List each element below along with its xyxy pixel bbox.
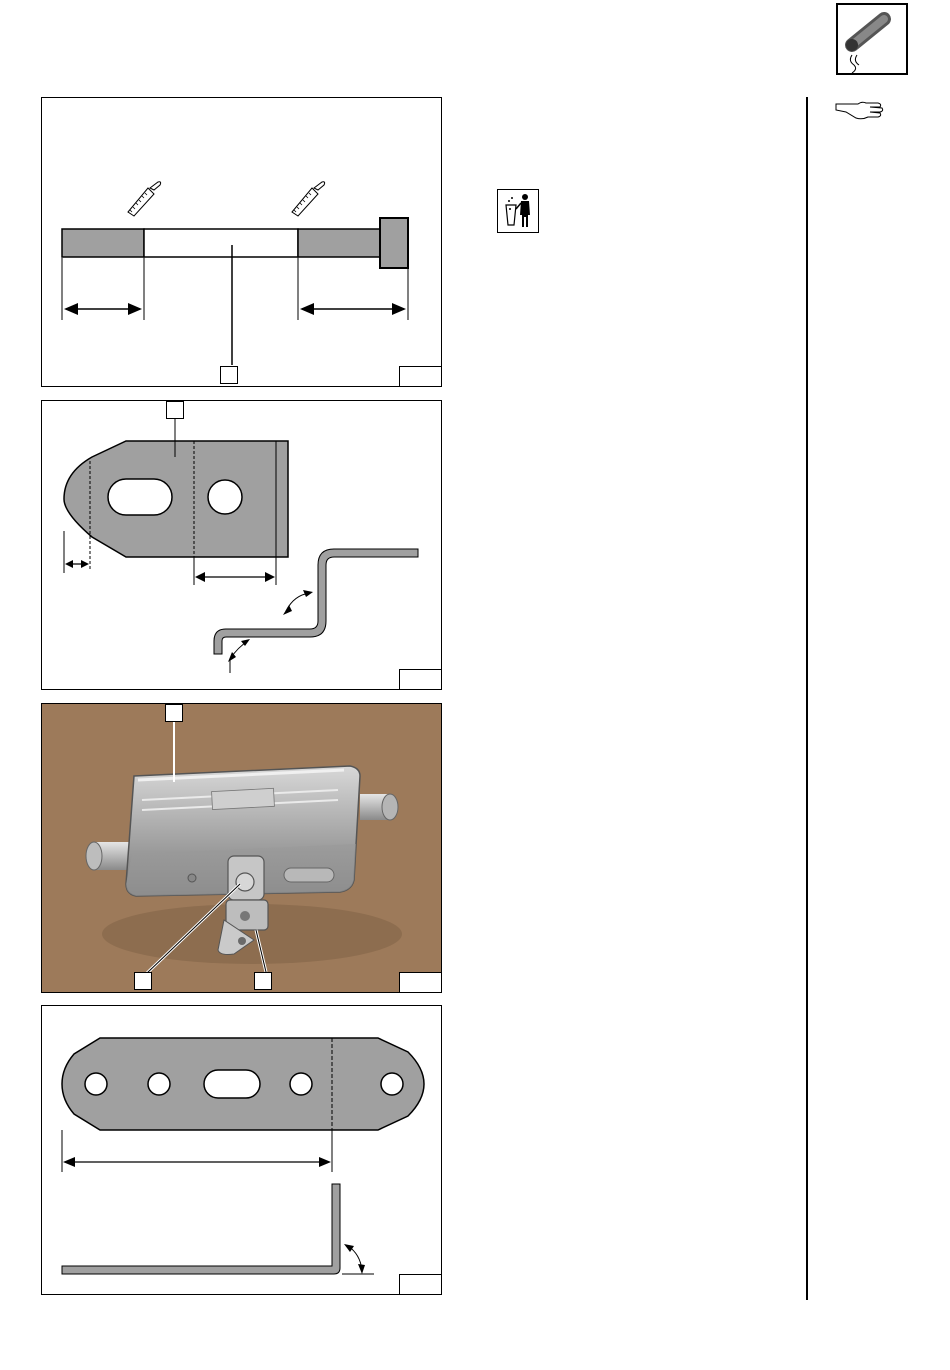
figure-reference — [399, 366, 441, 386]
pointing-hand-icon — [834, 98, 886, 122]
figure-pipe-cutting — [41, 97, 442, 387]
pipe-cutting-drawing — [42, 98, 442, 387]
silencer-photo-illustration — [42, 704, 442, 993]
exhaust-section-icon-box — [836, 3, 908, 75]
figure-reference — [399, 972, 441, 992]
callout-box — [254, 972, 272, 990]
figure-silencer-photo — [41, 703, 442, 993]
long-plate-drawing — [42, 1006, 442, 1295]
exhaust-pipe-icon — [838, 5, 906, 73]
saw-icon — [288, 180, 330, 218]
column-divider — [806, 97, 808, 1300]
callout-box — [134, 972, 152, 990]
figure-reference — [399, 1274, 441, 1294]
figure-reference — [399, 669, 441, 689]
waste-bin-disposal-icon — [497, 189, 539, 233]
saw-icon — [124, 180, 166, 218]
bracket-plate-drawing — [42, 401, 442, 690]
callout-box — [220, 366, 238, 384]
callout-box — [166, 401, 184, 419]
callout-box — [165, 704, 183, 722]
figure-long-plate — [41, 1005, 442, 1295]
figure-bracket-plate — [41, 400, 442, 690]
